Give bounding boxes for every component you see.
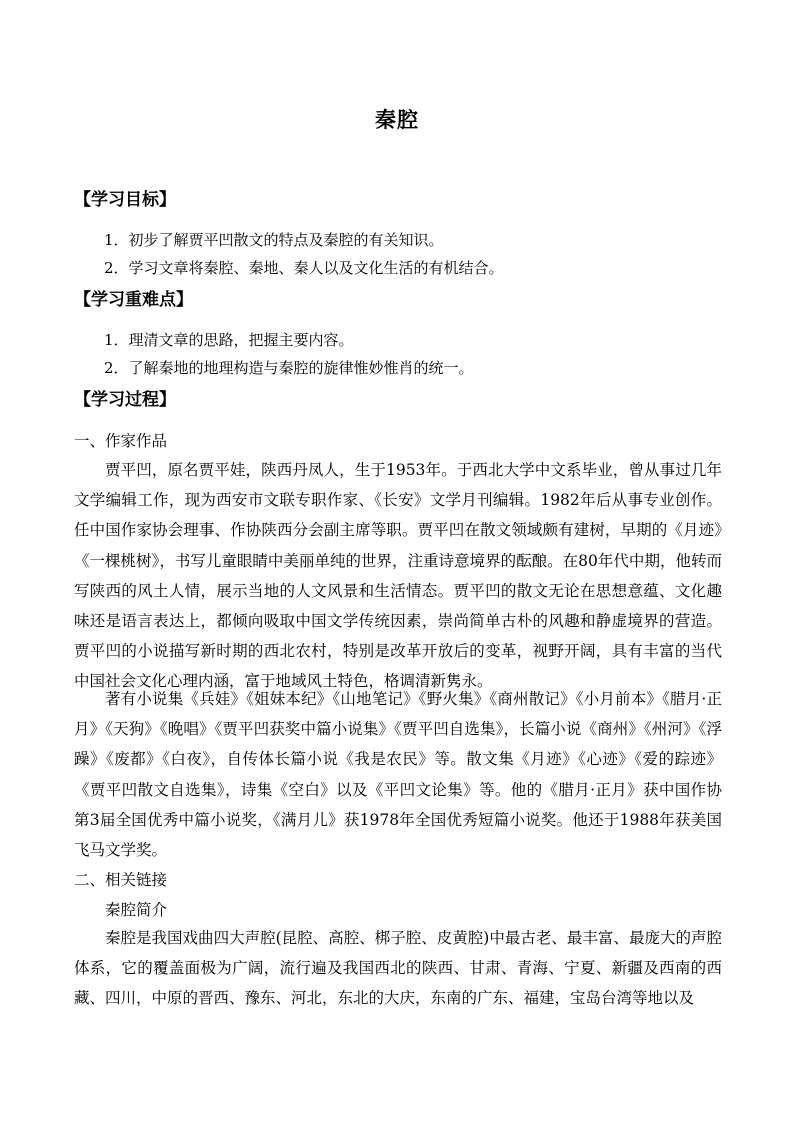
section-heading-key-points: 【学习重难点】: [74, 290, 193, 310]
key-point-item-2: 2．了解秦地的地理构造与秦腔的旋律惟妙惟肖的统一。: [104, 359, 474, 377]
section-heading-process: 【学习过程】: [74, 390, 176, 410]
section-heading-objectives: 【学习目标】: [74, 190, 176, 210]
part2-heading: 二、相关链接: [74, 871, 168, 889]
author-bio-paragraph: 贾平凹，原名贾平娃，陕西丹凤人，生于1953年。于西北大学中文系毕业，曾从事过几年文学编辑工作，现为西安市文联专职作家、《长安》文学月刊编辑。1982年后从事专业创作。任中国作家协会理事、作协陕西分会副主席等职。贾平凹在散文领域颇有建树，早期的《月迹》《一棵桃树》，书写儿童眼睛中美丽单纯的世界，注重诗意境界的酝酿。在80年代中期，他转而写陕西的风土人情，展示当地的人文风景和生活情态。贾平凹的散文无论在思想意蕴、文化趣味还是语言表达上，都倾向吸取中国文学传统因素，崇尚简单古朴的风趣和静虚境界的营造。贾平凹的小说描写新时期的西北农村，特别是改革开放后的变革，视野开阔，具有丰富的当代中国社会文化心理内涵，富于地域风土特色，格调清新隽永。: [74, 461, 722, 691]
objective-item-2: 2．学习文章将秦腔、秦地、秦人以及文化生活的有机结合。: [104, 259, 504, 277]
qinqiang-intro-paragraph: 秦腔是我国戏曲四大声腔(昆腔、高腔、梆子腔、皮黄腔)中最古老、最丰富、最庞大的声腔体系，它的覆盖面极为广阔，流行遍及我国西北的陕西、甘肃、青海、宁夏、新疆及西南的西藏、四川，中原的晋西、豫东、河北，东北的大庆，东南的广东、福建，宝岛台湾等地以及: [74, 929, 722, 1008]
works-paragraph: 著有小说集《兵娃》《姐妹本纪》《山地笔记》《野火集》《商州散记》《小月前本》《腊月·正月》《天狗》《晚唱》《贾平凹获奖中篇小说集》《贾平凹自选集》，长篇小说《商州》《州河》《浮躁》《废都》《白夜》，自传体长篇小说《我是农民》等。散文集《月迹》《心迹》《爱的踪迹》《贾平凹散文自选集》，诗集《空白》以及《平凹文论集》等。他的《腊月·正月》获中国作协第3届全国优秀中篇小说奖，《满月儿》获1978年全国优秀短篇小说奖。他还于1988年获美国飞马文学奖。: [74, 690, 722, 860]
objective-item-1: 1．初步了解贾平凹散文的特点及秦腔的有关知识。: [104, 231, 444, 249]
key-point-item-1: 1．理清文章的思路，把握主要内容。: [104, 331, 354, 349]
part2-subheading: 秦腔简介: [105, 901, 168, 919]
part1-heading: 一、作家作品: [74, 432, 168, 450]
document-title: 秦腔: [375, 107, 419, 132]
